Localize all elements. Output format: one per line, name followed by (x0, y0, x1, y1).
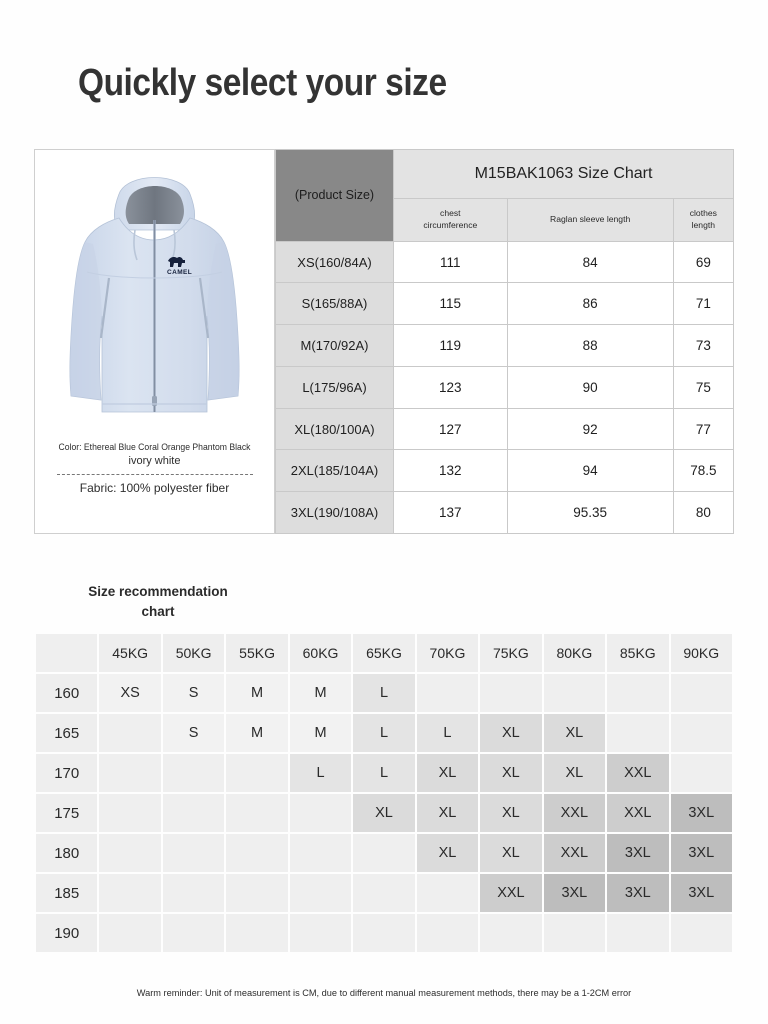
empty-cell (353, 914, 414, 952)
size-cell: XL (480, 834, 541, 872)
empty-cell (480, 674, 541, 712)
empty-cell (226, 834, 287, 872)
product-panel (34, 149, 275, 534)
empty-cell (226, 874, 287, 912)
page-title: Quickly select your size (78, 62, 447, 104)
size-cell: XXL (607, 794, 668, 832)
empty-cell (99, 794, 160, 832)
size-label-cell: XS(160/84A) (276, 241, 394, 283)
height-header-190: 190 (36, 914, 97, 952)
empty-cell (99, 714, 160, 752)
size-cell: XL (417, 794, 478, 832)
raglan-value-cell: 84 (507, 241, 673, 283)
length-value-cell: 69 (673, 241, 733, 283)
empty-cell (99, 874, 160, 912)
length-value-cell: 75 (673, 366, 733, 408)
product-size-header: (Product Size) (276, 150, 394, 242)
empty-cell (607, 674, 668, 712)
size-cell: 3XL (671, 794, 732, 832)
empty-cell (671, 914, 732, 952)
column-header-clothes-length (673, 199, 733, 242)
weight-header-75kg: 75KG (480, 634, 541, 672)
recommendation-heading (78, 582, 238, 621)
length-value-cell: 77 (673, 408, 733, 450)
weight-header-55kg: 55KG (226, 634, 287, 672)
chest-value-cell: 127 (394, 408, 508, 450)
product-color-label: Color: Ethereal Blue Coral Orange Phantom Black (58, 442, 251, 452)
raglan-value-cell: 88 (507, 325, 673, 367)
size-cell: XXL (480, 874, 541, 912)
chest-value-cell: 137 (394, 492, 508, 534)
weight-header-50kg: 50KG (163, 634, 224, 672)
grid-corner-cell (36, 634, 97, 672)
table-row (276, 366, 734, 408)
chest-value-cell: 132 (394, 450, 508, 492)
empty-cell (226, 914, 287, 952)
size-cell: M (226, 674, 287, 712)
size-cell: XXL (607, 754, 668, 792)
product-image (47, 160, 262, 438)
weight-header-80kg: 80KG (544, 634, 605, 672)
table-row (276, 408, 734, 450)
grid-row (36, 794, 732, 832)
size-table-body (276, 241, 734, 533)
empty-cell (417, 874, 478, 912)
chest-value-cell: 111 (394, 241, 508, 283)
size-chart-title: M15BAK1063 Size Chart (394, 150, 734, 199)
size-cell: L (290, 754, 351, 792)
size-table-header-row (276, 150, 734, 199)
size-cell: M (290, 674, 351, 712)
chest-line-2: circumference (423, 219, 478, 230)
size-label-cell: 3XL(190/108A) (276, 492, 394, 534)
clothes-line-1: clothes (689, 208, 717, 219)
divider (57, 474, 253, 475)
raglan-value-cell: 86 (507, 283, 673, 325)
size-chart-table (275, 149, 734, 534)
size-cell: M (290, 714, 351, 752)
empty-cell (163, 794, 224, 832)
empty-cell (544, 914, 605, 952)
empty-cell (163, 834, 224, 872)
weight-header-65kg: 65KG (353, 634, 414, 672)
chest-value-cell: 119 (394, 325, 508, 367)
empty-cell (99, 834, 160, 872)
size-cell: 3XL (607, 874, 668, 912)
empty-cell (163, 874, 224, 912)
empty-cell (417, 914, 478, 952)
table-row (276, 241, 734, 283)
grid-row (36, 874, 732, 912)
size-label-cell: 2XL(185/104A) (276, 450, 394, 492)
size-cell: XL (417, 834, 478, 872)
empty-cell (290, 874, 351, 912)
length-value-cell: 71 (673, 283, 733, 325)
size-label-cell: L(175/96A) (276, 366, 394, 408)
size-cell: L (417, 714, 478, 752)
weight-header-90kg: 90KG (671, 634, 732, 672)
raglan-value-cell: 95.35 (507, 492, 673, 534)
recommendation-heading-line-2: chart (141, 603, 175, 619)
weight-header-60kg: 60KG (290, 634, 351, 672)
height-header-160: 160 (36, 674, 97, 712)
size-cell: L (353, 714, 414, 752)
size-label-cell: S(165/88A) (276, 283, 394, 325)
size-cell: XXL (544, 794, 605, 832)
jacket-illustration (47, 160, 262, 438)
empty-cell (671, 714, 732, 752)
weight-header-85kg: 85KG (607, 634, 668, 672)
size-cell: L (353, 674, 414, 712)
size-cell: XL (353, 794, 414, 832)
chest-line-1: chest (440, 208, 461, 219)
empty-cell (163, 914, 224, 952)
chest-value-cell: 115 (394, 283, 508, 325)
empty-cell (290, 834, 351, 872)
height-header-165: 165 (36, 714, 97, 752)
length-value-cell: 78.5 (673, 450, 733, 492)
empty-cell (99, 914, 160, 952)
empty-cell (290, 914, 351, 952)
size-cell: XL (480, 754, 541, 792)
weight-header-70kg: 70KG (417, 634, 478, 672)
grid-row (36, 674, 732, 712)
weight-header-45kg: 45KG (99, 634, 160, 672)
product-color-label-2: ivory white (128, 455, 181, 468)
size-cell: XXL (544, 834, 605, 872)
size-cell: S (163, 714, 224, 752)
empty-cell (226, 754, 287, 792)
empty-cell (353, 834, 414, 872)
empty-cell (226, 794, 287, 832)
chest-value-cell: 123 (394, 366, 508, 408)
size-cell: XL (417, 754, 478, 792)
raglan-value-cell: 94 (507, 450, 673, 492)
grid-row (36, 914, 732, 952)
spec-block (34, 149, 734, 534)
size-cell: S (163, 674, 224, 712)
empty-cell (353, 874, 414, 912)
size-recommendation-grid (34, 632, 734, 954)
table-row (276, 325, 734, 367)
size-cell: 3XL (544, 874, 605, 912)
size-cell: XL (480, 794, 541, 832)
table-row (276, 492, 734, 534)
empty-cell (607, 914, 668, 952)
grid-row (36, 714, 732, 752)
size-cell: XL (480, 714, 541, 752)
clothes-line-2: length (691, 219, 716, 230)
column-header-chest (394, 199, 508, 242)
empty-cell (544, 674, 605, 712)
empty-cell (417, 674, 478, 712)
empty-cell (671, 674, 732, 712)
empty-cell (671, 754, 732, 792)
table-row (276, 283, 734, 325)
size-cell: 3XL (671, 834, 732, 872)
empty-cell (290, 794, 351, 832)
empty-cell (163, 754, 224, 792)
table-row (276, 450, 734, 492)
size-label-cell: M(170/92A) (276, 325, 394, 367)
size-cell: L (353, 754, 414, 792)
empty-cell (480, 914, 541, 952)
size-cell: XS (99, 674, 160, 712)
height-header-175: 175 (36, 794, 97, 832)
grid-header-row (36, 634, 732, 672)
product-fabric-label: Fabric: 100% polyester fiber (79, 481, 230, 496)
height-header-170: 170 (36, 754, 97, 792)
raglan-value-cell: 92 (507, 408, 673, 450)
size-cell: 3XL (607, 834, 668, 872)
empty-cell (607, 714, 668, 752)
raglan-value-cell: 90 (507, 366, 673, 408)
height-header-185: 185 (36, 874, 97, 912)
height-header-180: 180 (36, 834, 97, 872)
size-label-cell: XL(180/100A) (276, 408, 394, 450)
empty-cell (99, 754, 160, 792)
svg-text:CAMEL: CAMEL (167, 269, 193, 276)
column-header-raglan: Raglan sleeve length (507, 199, 673, 242)
warm-reminder-note: Warm reminder: Unit of measurement is CM, due to different manual measurement methods, there may be a 1-2CM error (136, 988, 632, 999)
size-cell: XL (544, 714, 605, 752)
grid-row (36, 834, 732, 872)
grid-row (36, 754, 732, 792)
length-value-cell: 73 (673, 325, 733, 367)
size-cell: XL (544, 754, 605, 792)
size-cell: 3XL (671, 874, 732, 912)
size-cell: M (226, 714, 287, 752)
length-value-cell: 80 (673, 492, 733, 534)
recommendation-heading-line-1: Size recommendation (88, 584, 228, 599)
